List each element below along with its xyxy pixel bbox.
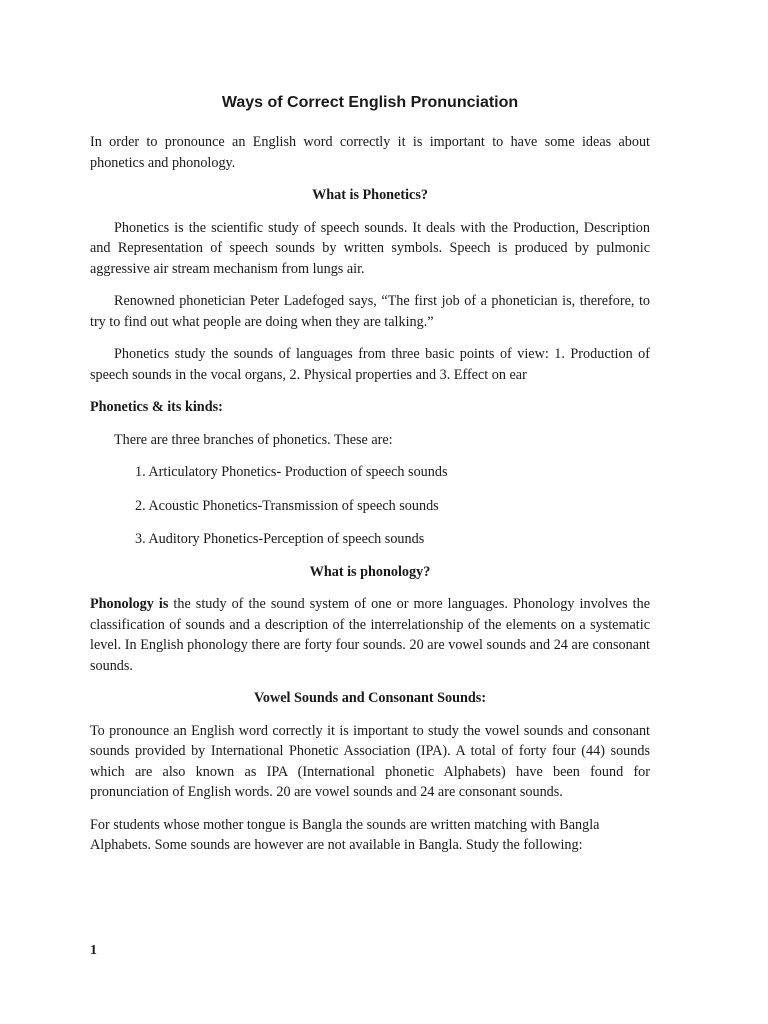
- phonology-paragraph: [90, 594, 650, 676]
- document-body: [90, 92, 650, 868]
- list-item: 1. Articulatory Phonetics- Production of speech sounds: [135, 464, 448, 480]
- phonetics-heading: What is Phonetics?: [312, 187, 428, 203]
- phonology-body-text: the study of the sound system of one or more languages. Phonology involves the classification of sounds and a description of the interrelationship of the elements on a systematic level. In English phonology there are forty four sounds. 20 are vowel sounds and 24 are consonant sounds.: [90, 596, 650, 674]
- branches-intro-paragraph: There are three branches of phonetics. These are:: [114, 431, 393, 448]
- phonology-lead-term: Phonology is: [90, 596, 169, 612]
- list-item: 3. Auditory Phonetics-Perception of speech sounds: [135, 531, 425, 547]
- vowel-consonant-heading: Vowel Sounds and Consonant Sounds:: [253, 690, 487, 706]
- points-of-view-paragraph: Phonetics study the sounds of languages from three basic points of view: 1. Production of speech sounds in the vocal organs, 2. Physical properties and 3. Effect on ear: [90, 346, 650, 383]
- intro-paragraph: In order to pronounce an English word correctly it is important to have some ideas about phonetics and phonology.: [90, 134, 650, 171]
- branches-list: [90, 462, 650, 550]
- ladefoged-quote-paragraph: Renowned phonetician Peter Ladefoged says, “The first job of a phonetician is, therefore, to try to find out what people are doing when they are talking.”: [90, 293, 650, 330]
- phonetics-kinds-heading: Phonetics & its kinds:: [90, 399, 223, 415]
- document-title: Ways of Correct English Pronunciation: [221, 94, 519, 111]
- phonology-heading: What is phonology?: [309, 563, 431, 580]
- phonetics-definition-paragraph: Phonetics is the scientific study of speech sounds. It deals with the Production, Description and Representation of speech sounds by written symbols. Speech is produced by pulmonic aggressive air stream mechanism from lungs air.: [90, 219, 650, 277]
- ipa-paragraph: To pronounce an English word correctly it is important to study the vowel sounds and consonant sounds provided by International Phonetic Association (IPA). A total of forty four (44) sounds which are also known as IPA (International phonetic Alphabets) have been found for pronunciation of English words. 20 are vowel sounds and 24 are consonant sounds.: [90, 722, 650, 800]
- page-number: 1: [90, 943, 97, 958]
- list-item: 2. Acoustic Phonetics-Transmission of speech sounds: [135, 497, 439, 514]
- bangla-paragraph: For students whose mother tongue is Bangla the sounds are written matching with Bangla Alphabets. Some sounds are however are not available in Bangla. Study the following:: [90, 816, 600, 853]
